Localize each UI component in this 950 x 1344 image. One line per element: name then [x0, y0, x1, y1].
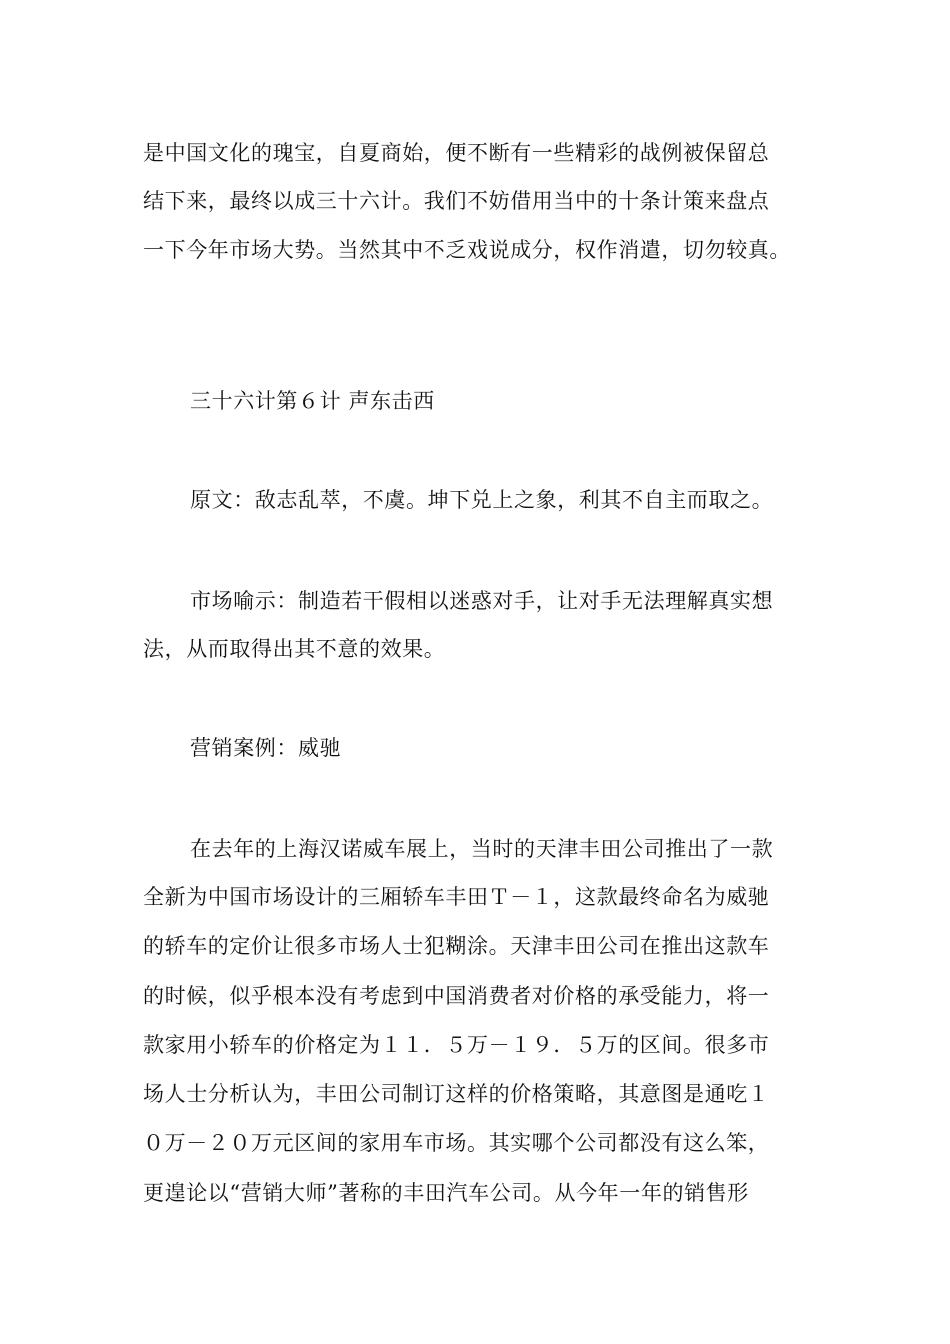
case-line: 款家用小轿车的价格定为１１．５万－１９．５万的区间。很多市: [143, 1033, 770, 1057]
case-line: 全新为中国市场设计的三厢轿车丰田Ｔ－１，这款最终命名为威驰: [143, 885, 770, 909]
case-line: 在去年的上海汉诺威车展上，当时的天津丰田公司推出了一款: [190, 837, 774, 861]
intro-line: 结下来，最终以成三十六计。我们不妨借用当中的十条计策来盘点: [143, 189, 770, 213]
market-line: 市场喻示：制造若干假相以迷惑对手，让对手无法理解真实想: [190, 589, 774, 613]
original-text: 原文：敌志乱萃，不虞。坤下兑上之象，利其不自主而取之。: [190, 488, 774, 512]
intro-line: 是中国文化的瑰宝，自夏商始，便不断有一些精彩的战例被保留总: [143, 141, 770, 165]
case-line: 的时候，似乎根本没有考虑到中国消费者对价格的承受能力，将一: [143, 984, 770, 1008]
case-line: 更遑论以“营销大师”著称的丰田汽车公司。从今年一年的销售形: [143, 1181, 749, 1205]
case-line: ０万－２０万元区间的家用车市场。其实哪个公司都没有这么笨，: [143, 1131, 770, 1155]
case-label: 营销案例：威驰: [190, 736, 342, 760]
case-line: 的轿车的定价让很多市场人士犯糊涂。天津丰田公司在推出这款车: [143, 934, 770, 958]
case-line: 场人士分析认为，丰田公司制订这样的价格策略，其意图是通吃１: [143, 1082, 770, 1106]
section-heading: 三十六计第６计 声东击西: [190, 389, 435, 413]
intro-line: 一下今年市场大势。当然其中不乏戏说成分，权作消遣，切勿较真。: [143, 238, 791, 262]
market-line: 法，从而取得出其不意的效果。: [143, 637, 446, 661]
